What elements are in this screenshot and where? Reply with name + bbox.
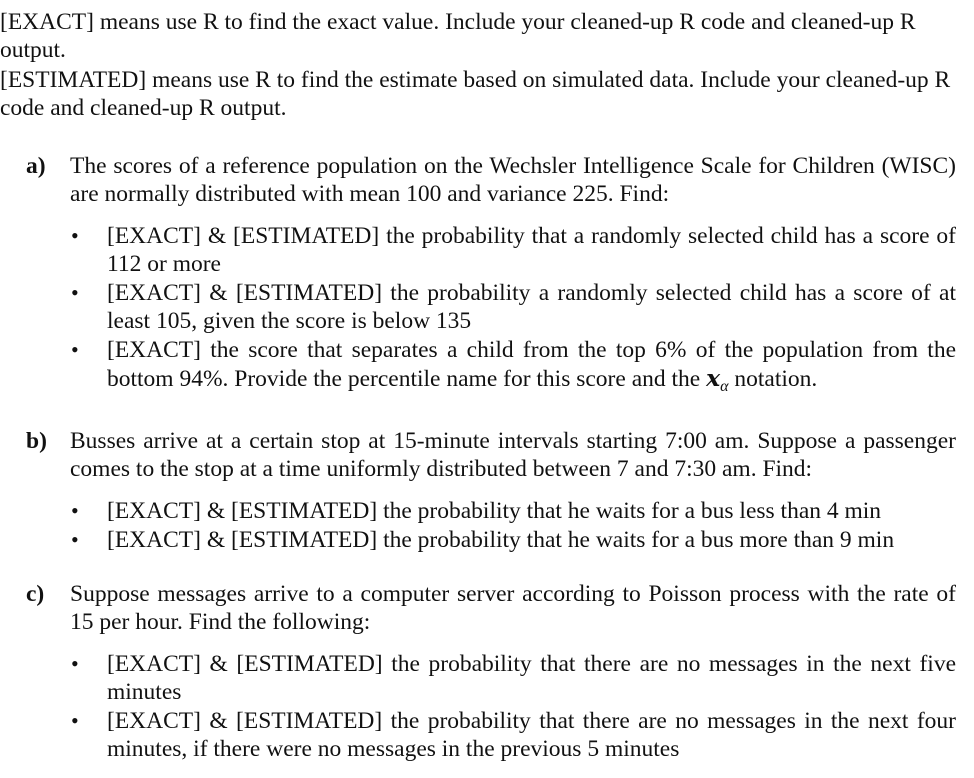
bullet-icon: •: [71, 280, 79, 305]
bullet-icon: •: [71, 651, 79, 676]
list-item: [70, 526, 956, 554]
instructions: [0, 8, 956, 122]
question-b: [26, 427, 956, 554]
question-text: Busses arrive at a certain stop at 15-minute intervals starting 7:00 am. Suppose a passenger comes to the stop at a time uniformly distributed between 7 and 7:30 am. Find:: [70, 428, 956, 482]
item-text: [EXACT] & [ESTIMATED] the probability that there are no messages in the next five minutes: [107, 651, 956, 705]
question-c: [26, 580, 956, 763]
list-item: [70, 222, 956, 278]
question-text: Suppose messages arrive to a computer server according to Poisson process with the rate of 15 per hour. Find the following:: [70, 581, 956, 635]
exact-definition: [EXACT] means use R to find the exact value. Include your cleaned-up R code and cleaned-up R output.: [0, 9, 916, 63]
list-item: [70, 497, 956, 525]
question-a: [26, 152, 956, 401]
question-text: The scores of a reference population on the Wechsler Intelligence Scale for Children (WISC) are normally distributed with mean 100 and variance 225. Find:: [70, 153, 956, 207]
bullet-icon: •: [71, 708, 79, 733]
bullet-icon: •: [71, 223, 79, 248]
list-item: [70, 336, 956, 401]
question-items: [70, 222, 956, 401]
item-text-tail: notation.: [734, 366, 818, 392]
item-text: [EXACT] & [ESTIMATED] the probability a randomly selected child has a score of at least 105, given the score is below 135: [107, 280, 956, 334]
list-item: [70, 650, 956, 706]
question-items: [70, 650, 956, 763]
estimated-definition: [ESTIMATED] means use R to find the estimate based on simulated data. Include your cleaned-up R code and cleaned-up R output.: [0, 67, 951, 121]
math-subscript: α: [720, 378, 729, 395]
question-items: [70, 497, 956, 554]
list-item: [70, 279, 956, 335]
item-text: [EXACT] & [ESTIMATED] the probability that there are no messages in the next four minutes, if there were no messages in the previous 5 minutes: [107, 708, 956, 762]
item-text: [EXACT] & [ESTIMATED] the probability that he waits for a bus less than 4 min: [107, 498, 882, 524]
bullet-icon: •: [71, 498, 79, 523]
bullet-icon: •: [71, 527, 79, 552]
item-text: [EXACT] & [ESTIMATED] the probability that he waits for a bus more than 9 min: [107, 527, 895, 553]
item-text: [EXACT] & [ESTIMATED] the probability that a randomly selected child has a score of 112 or more: [107, 223, 956, 277]
item-text: [EXACT] the score that separates a child from the top 6% of the population from the bottom 94%. Provide the percentile name for this score and the: [107, 337, 956, 392]
math-variable: x: [706, 364, 721, 392]
question-label: c): [26, 581, 45, 607]
question-label: b): [26, 428, 47, 454]
list-item: [70, 707, 956, 763]
question-label: a): [26, 153, 46, 179]
bullet-icon: •: [71, 337, 79, 362]
